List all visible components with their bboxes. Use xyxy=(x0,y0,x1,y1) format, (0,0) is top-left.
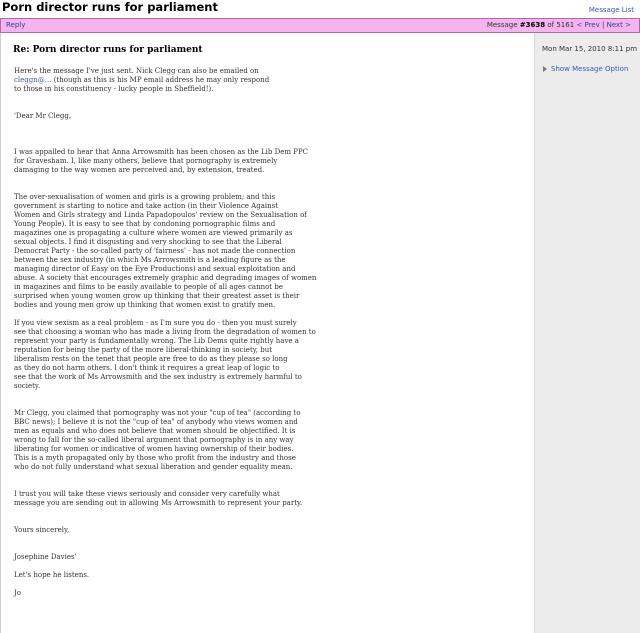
show-message-option-link[interactable]: Show Message Option xyxy=(543,65,628,73)
paragraph-3: If you view sexism as a real problem - as I'm sure you do - then you must surely see that choosing a woman who has made a living from the degradation of women to represent your party is fundamentally wrong. The Lib Dems quite rightly have a reputation for being the party of the more liberal-thinking in society, but liberalism rests on the tenet that people are free to do as they please so long as they do not harm others. I don't think it requires a great leap of logic to see that the work of Ms Arrowsmith and the sex industry is extremely harmful to society. xyxy=(14,319,316,390)
intro-line: Here's the message I've just sent. Nick Clegg can also be emailed on xyxy=(14,67,259,75)
intro-line: cleggn@... (though as this is his MP email address he may only respond xyxy=(14,76,270,84)
intro-line: to those in his constituency - lucky people in Sheffield!). xyxy=(14,85,214,93)
signature: Josephine Davies' xyxy=(14,553,77,561)
next-link[interactable]: Next > xyxy=(606,21,631,29)
paragraph-2: The over-sexualisation of women and girls is a growing problem; and this government is starting to notice and take action (in their Violence Against Women and Girls strategy and Linda Papadopoulos' review on the Sexualisation of Young People). It is easy to see that by condoning pornographic films and magazines one is propagating a culture where women are viewed primarily as sexual objects. I find it disgusting and very shocking to see that the Liberal Democrat Party - the so-called party of 'fairness' - has not made the connection between the sex industry (in which Ms Arrowsmith is a leading figure as the managing director of Easy on the Eye Productions) and sexual exploitation and abuse. A society that encourages extremely graphic and degrading images of women in magazines and films to be easily available to people of all ages cannot be surprised when young women grow up thinking that their greatest asset is their bodies and young men grow up thinking that women exist to gratify men. xyxy=(14,193,317,309)
prev-link[interactable]: < Prev xyxy=(576,21,600,29)
title-bar xyxy=(0,0,640,19)
message-sidebar xyxy=(534,33,640,633)
message-number: #3638 xyxy=(519,21,546,29)
closing: Yours sincerely, xyxy=(14,526,70,534)
email-link[interactable]: cleggn@... xyxy=(14,76,52,84)
message-subject: Re: Porn director runs for parliament xyxy=(13,45,203,55)
message-label: Message xyxy=(486,21,518,29)
paragraph-5: I trust you will take these views seriously and consider very carefully what message you are sending out in allowing Ms Arrowsmith to represent your party. xyxy=(14,490,303,507)
message-list-link[interactable]: Message List xyxy=(588,6,634,14)
message-content xyxy=(0,33,531,633)
salutation: 'Dear Mr Clegg, xyxy=(14,112,72,120)
postscript: Let's hope he listens. xyxy=(14,571,90,579)
message-navigation: Message #3638 of 5161 < Prev | Next > xyxy=(486,21,631,29)
of-label: of xyxy=(547,21,555,29)
page-title: Porn director runs for parliament xyxy=(2,0,218,14)
paragraph-4: Mr Clegg, you claimed that pornography was not your "cup of tea" (according to BBC news); I believe it is not the "cup of tea" of anybody who views women and men as equals and who does not believe that women should be objectified. It is wrong to fall for the so-called liberal argument that pornography is in any way liberating for women or indicative of women having ownership of their bodies. This is a myth propagated only by those who profit from the industry and those who do not fully understand what sexual liberation and gender equality mean. xyxy=(14,409,301,471)
reply-link[interactable]: Reply xyxy=(6,21,26,29)
expand-triangle-icon xyxy=(543,66,547,72)
sender-name: Jo xyxy=(14,589,22,597)
message-date: Mon Mar 15, 2010 8:11 pm xyxy=(542,45,638,53)
paragraph-1: I was appalled to hear that Anna Arrowsmith has been chosen as the Lib Dem PPC for Gravesham. I, like many others, believe that pornography is extremely damaging to the way women are perceived and, by extension, treated. xyxy=(14,148,309,174)
message-action-bar xyxy=(0,18,640,33)
message-total: 5161 xyxy=(556,21,575,29)
message-body xyxy=(14,67,524,598)
